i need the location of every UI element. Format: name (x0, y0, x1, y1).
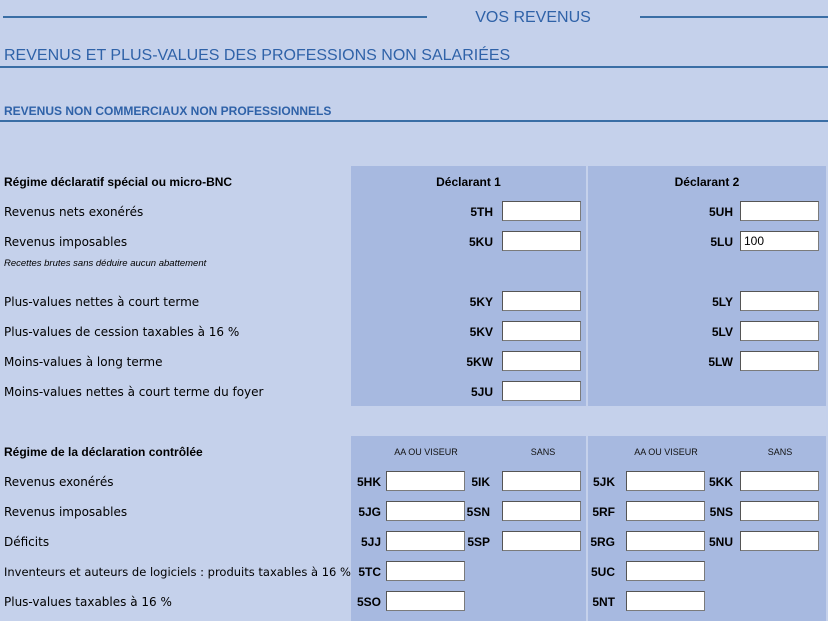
controlee-sub-aa-1: AA OU VISEUR (394, 447, 458, 457)
subsection-rule (0, 120, 828, 122)
micro-row-code1: 5KU (468, 235, 493, 249)
controlee-row-label: Revenus imposables (4, 505, 128, 519)
micro-title: Régime déclaratif spécial ou micro-BNC (4, 175, 233, 189)
section-title: REVENUS ET PLUS-VALUES DES PROFESSIONS NON SALARIÉES (4, 47, 511, 64)
micro-row-code1: 5TH (470, 205, 493, 219)
micro-row-label: Plus-values nettes à court terme (4, 295, 200, 309)
field-5ku[interactable] (502, 231, 581, 251)
controlee-row-label: Déficits (4, 535, 50, 549)
micro-row-code1: 5KY (469, 295, 493, 309)
controlee-code: 5NS (709, 505, 733, 519)
title-rule-right (640, 16, 828, 18)
controlee-sub-sans-2: SANS (767, 447, 793, 457)
controlee-code: 5TC (358, 565, 381, 579)
micro-row-label: Moins-values nettes à court terme du foyer (4, 385, 264, 399)
controlee-code: 5RG (590, 535, 615, 549)
controlee-row-label: Inventeurs et auteurs de logiciels : produits taxables à 16 % (4, 565, 351, 579)
controlee-code: 5JJ (360, 535, 381, 549)
field-5lv[interactable] (740, 321, 819, 341)
controlee-code: 5HK (356, 475, 381, 489)
micro-row-code2: 5UH (708, 205, 733, 219)
controlee-row-label: Plus-values taxables à 16 % (4, 595, 172, 609)
field-5lw[interactable] (740, 351, 819, 371)
field-5sn[interactable] (502, 501, 581, 521)
micro-row-code1: 5KW (466, 355, 493, 369)
controlee-code: 5UC (590, 565, 615, 579)
micro-declarant2-header: Déclarant 2 (674, 175, 740, 189)
micro-row-code2: 5LU (710, 235, 733, 249)
controlee-code: 5IK (471, 475, 490, 489)
field-5nt[interactable] (626, 591, 705, 611)
field-5th[interactable] (502, 201, 581, 221)
micro-row-code1: 5JU (470, 385, 493, 399)
field-5ky[interactable] (502, 291, 581, 311)
field-5uh[interactable] (740, 201, 819, 221)
controlee-code: 5NT (592, 595, 615, 609)
field-5sp[interactable] (502, 531, 581, 551)
field-5ik[interactable] (502, 471, 581, 491)
micro-note: Recettes brutes sans déduire aucun abattement (4, 258, 207, 269)
field-5nu[interactable] (740, 531, 819, 551)
controlee-title: Régime de la déclaration contrôlée (4, 445, 203, 459)
field-5tc[interactable] (386, 561, 465, 581)
controlee-code: 5JK (592, 475, 615, 489)
controlee-code: 5JG (358, 505, 381, 519)
field-5kk[interactable] (740, 471, 819, 491)
controlee-code: 5SP (467, 535, 490, 549)
micro-row-label: Revenus nets exonérés (4, 205, 144, 219)
micro-row-code2: 5LV (711, 325, 733, 339)
field-5kv[interactable] (502, 321, 581, 341)
controlee-sub-aa-2: AA OU VISEUR (634, 447, 698, 457)
micro-row-code1: 5KV (469, 325, 493, 339)
micro-row-code2: 5LY (712, 295, 733, 309)
micro-row-code2: 5LW (708, 355, 733, 369)
controlee-row-label: Revenus exonérés (4, 475, 114, 489)
subsection-title: REVENUS NON COMMERCIAUX NON PROFESSIONNELS (4, 104, 332, 118)
micro-declarant1-header: Déclarant 1 (436, 175, 501, 189)
controlee-code: 5SO (356, 595, 381, 609)
field-5ly[interactable] (740, 291, 819, 311)
controlee-code: 5NU (708, 535, 733, 549)
controlee-code: 5RF (592, 505, 615, 519)
field-5ju[interactable] (502, 381, 581, 401)
micro-row-label: Revenus imposables (4, 235, 128, 249)
controlee-panel-declarant2 (588, 436, 826, 621)
controlee-code: 5SN (466, 505, 490, 519)
field-5kw[interactable] (502, 351, 581, 371)
micro-row-label: Plus-values de cession taxables à 16 % (4, 325, 240, 339)
field-5uc[interactable] (626, 561, 705, 581)
controlee-code: 5KK (708, 475, 733, 489)
field-5lu[interactable] (740, 231, 819, 251)
page-title: VOS REVENUS (475, 9, 591, 26)
micro-row-label: Moins-values à long terme (4, 355, 163, 369)
title-rule-left (3, 16, 427, 18)
field-5ns[interactable] (740, 501, 819, 521)
field-5so[interactable] (386, 591, 465, 611)
controlee-sub-sans-1: SANS (530, 447, 556, 457)
section-rule (0, 66, 828, 68)
